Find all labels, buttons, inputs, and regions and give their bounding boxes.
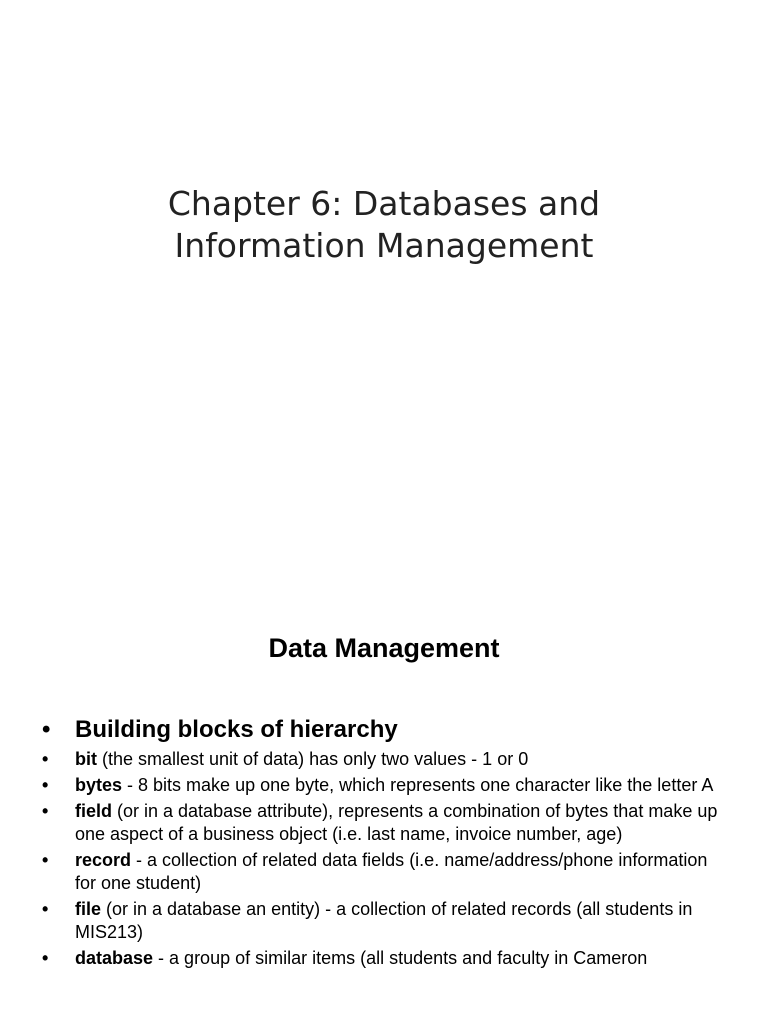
lead-bullet [40,714,720,746]
list-item [40,748,720,771]
bullet-icon: • [42,749,49,769]
bullet-icon: • [42,801,49,821]
bullet-icon: • [42,775,49,795]
bullet-icon: • [42,899,49,919]
bullet-icon: • [42,850,49,870]
term-description: (or in a database attribute), represents a combination of bytes that make up one aspect of a business object (i.e. last name, invoice number, age) [75,801,718,844]
term-file: file [75,899,102,919]
term-description: (or in a database an entity) - a collection of related records (all students in MIS213) [75,899,693,942]
term-description: - 8 bits make up one byte, which represents one character like the letter A [122,775,714,795]
bullet-icon: • [42,948,49,968]
term-bit: bit [75,749,97,769]
term-description: (the smallest unit of data) has only two values - 1 or 0 [97,749,529,769]
bullet-icon: • [42,716,51,743]
list-item [40,849,720,895]
lead-bullet-text: Building blocks of hierarchy [75,716,398,743]
section-heading: Data Management [268,633,500,663]
list-item [40,774,720,797]
list-item [40,947,720,970]
list-item [40,898,720,944]
term-field: field [75,801,113,821]
term-description: - a group of similar items (all students and faculty in Cameron [153,948,648,968]
term-database: database [75,948,154,968]
slide-title-line-1: Chapter 6: Databases and [167,184,601,223]
slide-title [0,183,768,267]
term-record: record [75,850,132,870]
term-bytes: bytes [75,775,123,795]
slide-title-line-2: Information Management [174,226,594,265]
term-description: - a collection of related data fields (i.e. name/address/phone information for one student) [75,850,708,893]
list-item [40,800,720,846]
bullet-list [40,714,720,973]
